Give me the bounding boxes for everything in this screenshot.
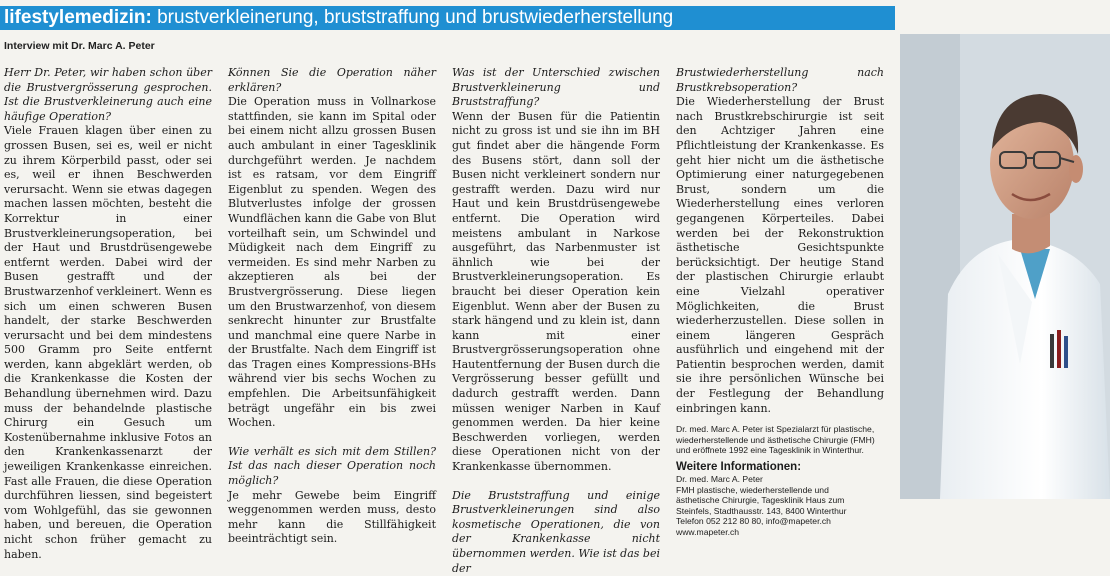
question: Was ist der Unterschied zwischen Brustverkleinerung und Bruststraffung?	[452, 66, 660, 109]
answer: Die Operation muss in Vollnarkose stattfinden, sie kann im Spital oder bei einem nicht allzu grossen Busen auch ambulant in einer Tagesklinik durchgeführt werden. Je nachdem ist es ratsam, vor dem Eingriff Eigenblut zu spenden. Wegen des Blutverlustes infolge der grossen Wundflächen kann die Gabe von Blut vorteilhaft sein, um Schwindel und Müdigkeit nach dem Eingriff zu vermeiden. Es sind mehr Narben zu akzeptieren als bei der Brustvergrösserung. Diese liegen um den Brustwarzenhof, von diesem senkrecht hinunter zur Brustfalte und manchmal eine quere Narbe in der Brustfalte. Nach dem Eingriff ist das Tragen eines Kompressions-BHs während vier bis sechs Wochen zu empfehlen. Die Arbeitsunfähigkeit beträgt ungefähr ein bis zwei Wochen.	[228, 95, 436, 430]
contact-line: FMH plastische, wiederherstellende und	[676, 484, 829, 495]
contact-line: Telefon 052 212 80 80, info@mapeter.ch	[676, 516, 831, 527]
contact-info	[676, 474, 884, 536]
author-bio: Dr. med. Marc A. Peter ist Spezialarzt für plastische, wiederherstellende und ästhetische Chirurgie (FMH) und eröffnete 1992 eine Tagesklinik in Winterthur.	[676, 424, 875, 456]
column-2	[228, 66, 436, 547]
headline-kicker: lifestylemedizin:	[4, 7, 152, 28]
contact-line: Dr. med. Marc A. Peter	[676, 474, 763, 485]
headline-bar	[0, 6, 895, 30]
contact-line: ästhetische Chirurgie, Tagesklinik Haus zum	[676, 495, 845, 506]
question: Wie verhält es sich mit dem Stillen? Ist das nach dieser Operation noch möglich?	[228, 444, 436, 488]
answer: Je mehr Gewebe beim Eingriff weggenommen werden muss, desto mehr kann die Stillfähigkeit beeinträchtigt sein.	[228, 488, 436, 546]
column-1	[4, 66, 212, 562]
column-4	[676, 66, 884, 537]
info-title: Weitere Informationen:	[676, 461, 802, 474]
answer: Viele Frauen klagen über einen zu grossen Busen, sei es, weil er nicht zu ihrem Körperbild passt, oder sei es, weil er ihnen Beschwerden verursacht. Wenn sie etwas dagegen machen lassen möchten, besteht die Korrektur in einer Brustverkleinerungsoperation, bei der Haut und Brustdrüsengewebe entfernt werden. Dabei wird der Busen gestrafft und der Brustwarzenhof verkleinert. Wenn es sich um einen schweren Busen handelt, der starke Beschwerden verursacht und bei dem mindestens 500 Gramm pro Seite entfernt werden, kann abgeklärt werden, ob die Krankenkasse die Kosten der Behandlung übernehmen wird. Dazu muss der behandelnde plastische Chirurg ein Gesuch um Kostenübernahme inklusive Fotos an den Krankenkassenarzt der jeweiligen Krankenkasse einreichen. Fast alle Frauen, die diese Operation durchführen liessen, sind begeistert vom Wohlgefühl, das sie gewonnen haben, und bereuen, die Operation nicht schon früher gemacht zu haben.	[4, 124, 212, 561]
question: Brustwiederherstellung nach Brustkrebsoperation?	[676, 66, 884, 94]
contact-line: www.mapeter.ch	[676, 526, 740, 537]
answer: Wenn der Busen für die Patientin nicht zu gross ist und sie ihn im BH gut findet aber die hängende Form des Busens stört, dann soll der Busen nicht verkleinert sondern nur gestrafft werden. Dazu wird nur Haut und kein Brustdrüsengewebe entfernt. Die Operation wird meistens ambulant in Narkose ausgeführt, das Narbenmuster ist ähnlich wie bei der Brustverkleinerungsoperation. Es braucht bei dieser Operation kein Eigenblut. Wenn aber der Busen zu stark hängend und zu klein ist, dann kann mit einer Brustvergrösserungsoperation ohne Hautentfernung der Busen durch die Vergrösserung besser gefüllt und dadurch gestrafft werden. Dann müssen weniger Narben in Kauf genommen werden. Da hier keine Beschwerden vorliegen, werden diese Operationen nicht von der Krankenkasse übernommen.	[452, 109, 660, 474]
column-3	[452, 66, 660, 576]
headline-title: brustverkleinerung, bruststraffung und brustwiederherstellung	[151, 7, 674, 28]
question: Können Sie die Operation näher erklären?	[228, 66, 436, 94]
contact-line: Steinfels, Stadthausstr. 143, 8400 Winterthur	[676, 505, 847, 516]
question: Herr Dr. Peter, wir haben schon über die Brustvergrösserung gesprochen. Ist die Brustverkleinerung auch eine häufige Operation?	[4, 66, 212, 123]
doctor-portrait-photo	[900, 34, 1110, 499]
answer: Die Wiederherstellung der Brust nach Brustkrebschirurgie ist seit den Achtziger Jahren eine Pflichtleistung der Krankenkasse. Es geht hier nicht um die ästhetische Optimierung einer naturgegebenen Brust, sondern um die Wiederherstellung eines verloren gegangenen Körperteiles. Dabei werden bei der Rekonstruktion ästhetische Gesichtspunkte berücksichtigt. Der heutige Stand der plastischen Chirurgie erlaubt eine Vielzahl operativer Möglichkeiten, die Brust wiederherzustellen. Diese sollen in einem längeren Gespräch ausführlich und eingehend mit der Patientin besprochen werden, damit sie ihre persönlichen Wünsche bei der Festlegung der Behandlung einbringen kann.	[676, 95, 884, 415]
question: Die Bruststraffung und einige Brustverkleinerungen sind also kosmetische Operationen, die von der Krankenkasse nicht übernommen werden. Wie ist das bei der	[452, 488, 660, 575]
doctor-portrait-illustration	[900, 34, 1110, 499]
article-header	[0, 0, 1110, 34]
interview-subhead: Interview mit Dr. Marc A. Peter	[4, 40, 155, 52]
